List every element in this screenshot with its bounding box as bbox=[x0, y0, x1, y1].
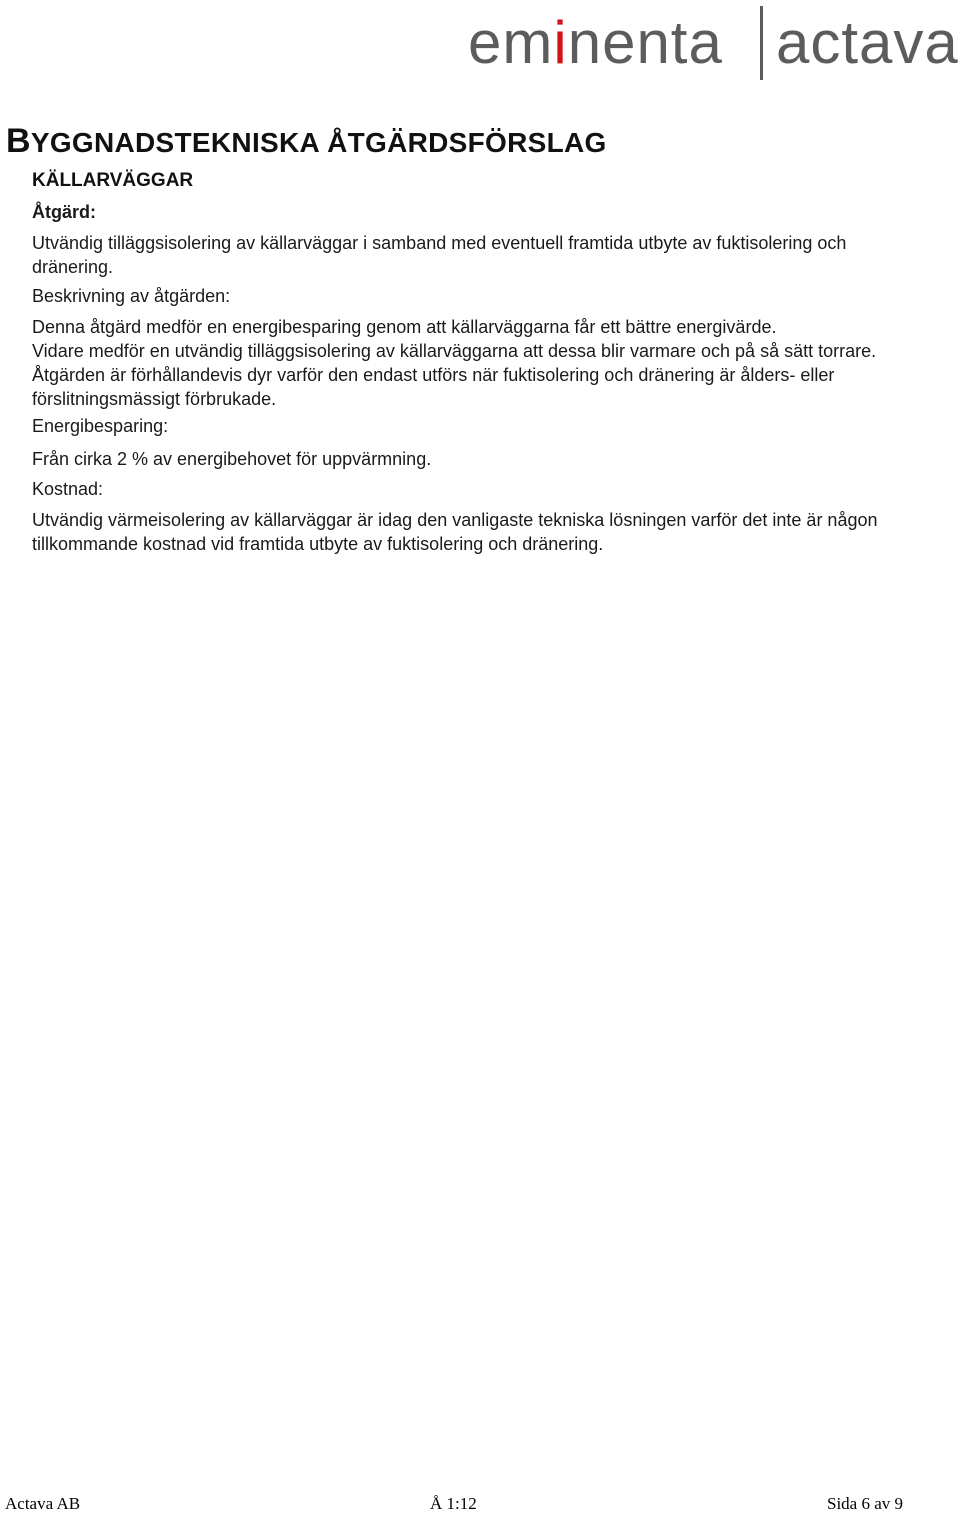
energibesparing-label: Energibesparing: bbox=[32, 416, 169, 436]
atgard-label: Åtgärd: bbox=[32, 202, 96, 222]
page-title: BYGGNADSTEKNISKA ÅTGÄRDSFÖRSLAG bbox=[6, 122, 607, 160]
kostnad-label: Kostnad: bbox=[32, 479, 104, 499]
company-logo bbox=[468, 4, 958, 82]
footer-document-code: Å 1:12 bbox=[430, 1494, 477, 1513]
beskrivning-paragraph-2: Vidare medför en utvändig tilläggsisolering av källarväggarna att dessa blir varmare och på så sätt torrare. Åtgärden är förhållandevis dyr varför den endast utförs när fuktisolering och dränering är ålders- eller förslitningsmässigt förbrukade. bbox=[32, 341, 877, 409]
footer-company: Actava AB bbox=[5, 1494, 81, 1513]
logo-divider bbox=[760, 6, 763, 80]
atgard-text: Utvändig tilläggsisolering av källarväggar i samband med eventuell framtida utbyte av fuktisolering och dränering. bbox=[32, 233, 847, 277]
beskrivning-label: Beskrivning av åtgärden: bbox=[32, 286, 231, 306]
energibesparing-text: Från cirka 2 % av energibehovet för uppvärmning. bbox=[32, 449, 432, 469]
logo-eminenta: eminenta bbox=[468, 9, 723, 76]
beskrivning-paragraph-1: Denna åtgärd medför en energibesparing genom att källarväggarna får ett bättre energivärde. bbox=[32, 317, 777, 337]
logo-actava: actava bbox=[776, 9, 959, 76]
kostnad-text: Utvändig värmeisolering av källarväggar är idag den vanligaste tekniska lösningen varför det inte är någon tillkommande kostnad vid framtida utbyte av fuktisolering och dränering. bbox=[32, 510, 878, 554]
section-title: KÄLLARVÄGGAR bbox=[32, 170, 194, 191]
footer-page-number: Sida 6 av 9 bbox=[827, 1494, 904, 1513]
